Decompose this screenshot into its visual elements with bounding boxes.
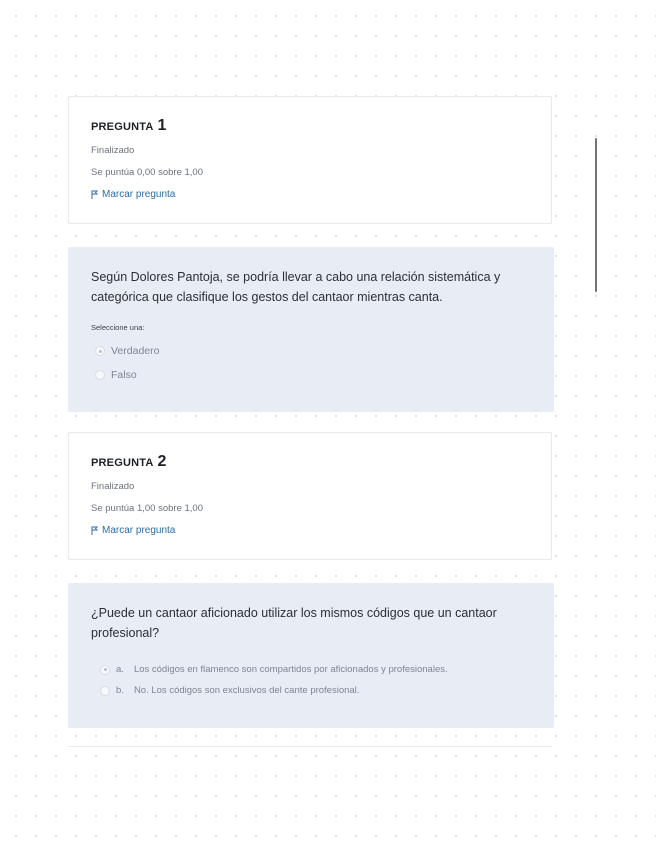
answer-falso-label: Falso bbox=[111, 369, 137, 381]
question-2-flag-link[interactable] bbox=[91, 525, 175, 536]
question-1-state: Finalizado bbox=[91, 145, 135, 156]
question-1-info bbox=[68, 96, 552, 224]
question-1-word: PREGUNTA bbox=[91, 121, 154, 133]
question-2-content bbox=[68, 583, 554, 728]
question-1-heading bbox=[91, 117, 166, 135]
answer-b-label: No. Los códigos son exclusivos del cante profesional. bbox=[133, 685, 360, 696]
radio-icon[interactable] bbox=[100, 686, 110, 696]
answer-a-label: Los códigos en flamenco son compartidos por aficionados y profesionales. bbox=[133, 664, 448, 675]
answer-b-letter: b. bbox=[116, 685, 124, 696]
question-2-heading bbox=[91, 453, 166, 471]
question-2-text: ¿Puede un cantaor aficionado utilizar los mismos códigos que un cantaor profesional? bbox=[91, 606, 497, 640]
radio-icon[interactable] bbox=[95, 346, 105, 356]
question-2-info bbox=[68, 432, 552, 560]
answer-a[interactable] bbox=[100, 664, 448, 675]
question-2-number: 2 bbox=[157, 453, 167, 470]
question-2-word: PREGUNTA bbox=[91, 457, 154, 469]
answer-a-letter: a. bbox=[116, 664, 124, 675]
question-1-content bbox=[68, 247, 554, 412]
answer-b[interactable] bbox=[100, 685, 359, 696]
answer-falso[interactable] bbox=[95, 369, 137, 381]
question-2-grade: Se puntúa 1,00 sobre 1,00 bbox=[91, 503, 203, 514]
radio-icon[interactable] bbox=[100, 665, 110, 675]
question-1-text: Según Dolores Pantoja, se podría llevar a cabo una relación sistemática y categórica que clasifique los gestos del cantaor mientras canta. bbox=[91, 270, 501, 304]
question-1-grade: Se puntúa 0,00 sobre 1,00 bbox=[91, 167, 203, 178]
flag-icon bbox=[91, 190, 98, 199]
radio-icon[interactable] bbox=[95, 370, 105, 380]
question-2-flag-label: Marcar pregunta bbox=[102, 525, 176, 536]
flag-icon bbox=[91, 526, 98, 535]
answer-verdadero-label: Verdadero bbox=[111, 345, 160, 357]
question-2-state: Finalizado bbox=[91, 481, 135, 492]
question-1-flag-label: Marcar pregunta bbox=[102, 189, 176, 200]
bottom-divider bbox=[68, 746, 552, 747]
question-1-number: 1 bbox=[157, 117, 167, 134]
question-1-prompt: Seleccione una: bbox=[91, 323, 145, 332]
question-1-flag-link[interactable] bbox=[91, 189, 175, 200]
scrollbar[interactable] bbox=[595, 138, 597, 292]
answer-verdadero[interactable] bbox=[95, 345, 159, 357]
